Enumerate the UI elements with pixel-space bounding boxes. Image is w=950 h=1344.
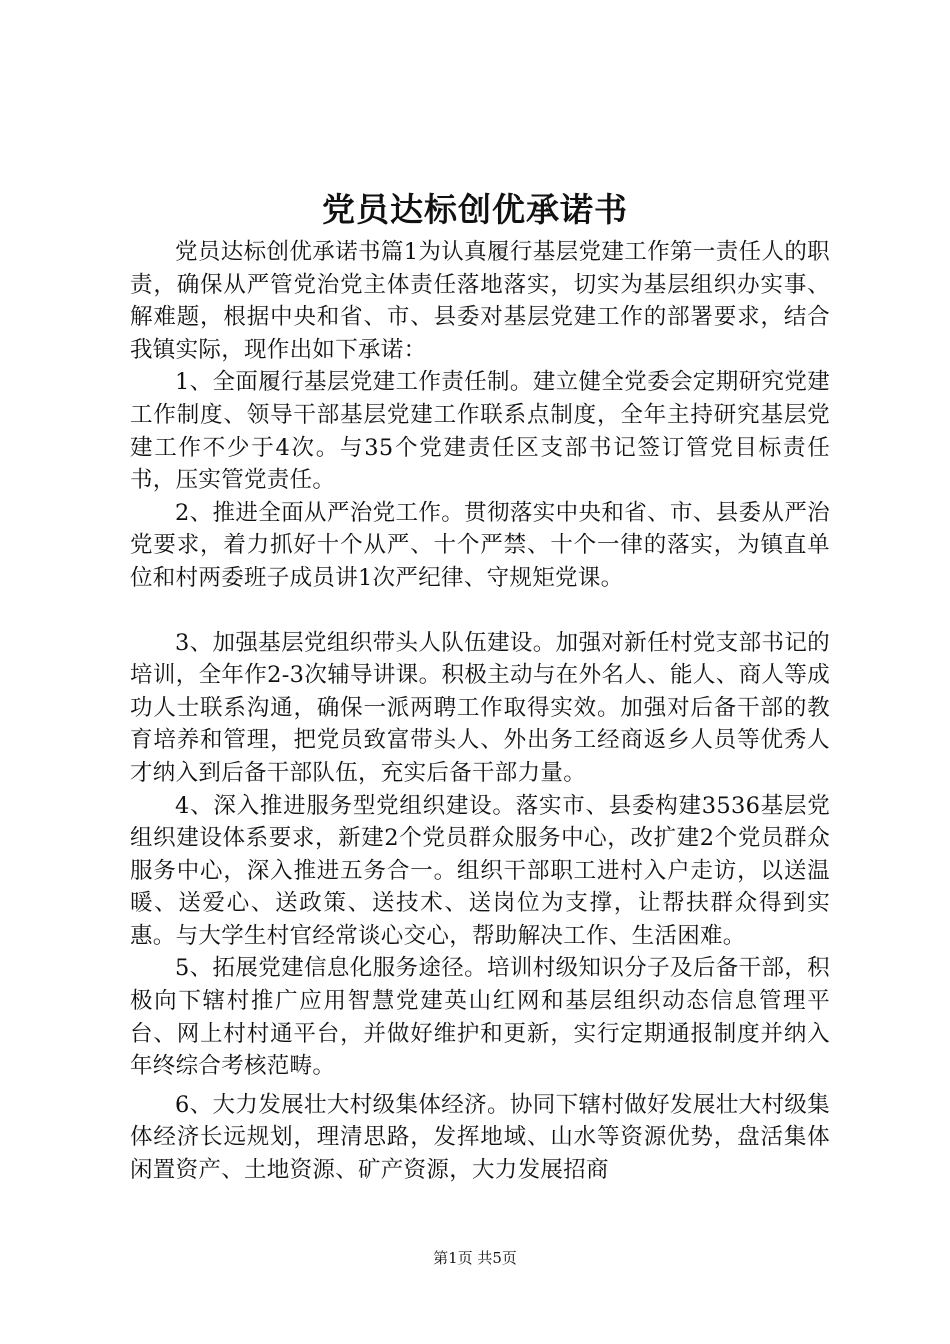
paragraph-intro: 党员达标创优承诺书篇1为认真履行基层党建工作第一责任人的职责，确保从严管党治党主体责任落地落实，切实为基层组织办实事、解难题，根据中央和省、市、县委对基层党建工作的部署要求，结合我镇实际，现作出如下承诺： — [130, 239, 830, 363]
page-number-footer: 第1页 共5页 — [433, 1249, 517, 1267]
paragraph-item-2: 2、推进全面从严治党工作。贯彻落实中央和省、市、县委从严治党要求，着力抓好十个从严、十个严禁、十个一律的落实，为镇直单位和村两委班子成员讲1次严纪律、守规矩党课。 — [130, 499, 830, 591]
paragraph-item-6: 6、大力发展壮大村级集体经济。协同下辖村做好发展壮大村级集体经济长远规划，理清思路，发挥地域、山水等资源优势，盘活集体闲置资产、土地资源、矿产资源，大力发展招商 — [130, 1091, 830, 1184]
paragraph-item-4: 4、深入推进服务型党组织建设。落实市、县委构建3536基层党组织建设体系要求，新建2个党员群众服务中心，改扩建2个党员群众服务中心，深入推进五务合一。组织干部职工进村入户走访，以送温暖、送爱心、送政策、送技术、送岗位为支撑，让帮扶群众得到实惠。与大学生村官经常谈心交心，帮助解决工作、生活困难。 — [130, 792, 830, 949]
paragraph-item-5: 5、拓展党建信息化服务途径。培训村级知识分子及后备干部，积极向下辖村推广应用智慧党建英山红网和基层组织动态信息管理平台、网上村村通平台，并做好维护和更新，实行定期通报制度并纳入年终综合考核范畴。 — [130, 955, 830, 1080]
paragraph-item-1: 1、全面履行基层党建工作责任制。建立健全党委会定期研究党建工作制度、领导干部基层党建工作联系点制度，全年主持研究基层党建工作不少于4次。与35个党建责任区支部书记签订管党目标责任书，压实管党责任。 — [130, 369, 830, 494]
document-body — [130, 236, 830, 1187]
paragraph-item-3: 3、加强基层党组织带头人队伍建设。加强对新任村党支部书记的培训，全年作2-3次辅导讲课。积极主动与在外名人、能人、商人等成功人士联系沟通，确保一派两聘工作取得实效。加强对后备干部的教育培养和管理，把党员致富带头人、外出务工经商返乡人员等优秀人才纳入到后备干部队伍，充实后备干部力量。 — [130, 629, 830, 786]
document-title: 党员达标创优承诺书 — [322, 190, 628, 229]
